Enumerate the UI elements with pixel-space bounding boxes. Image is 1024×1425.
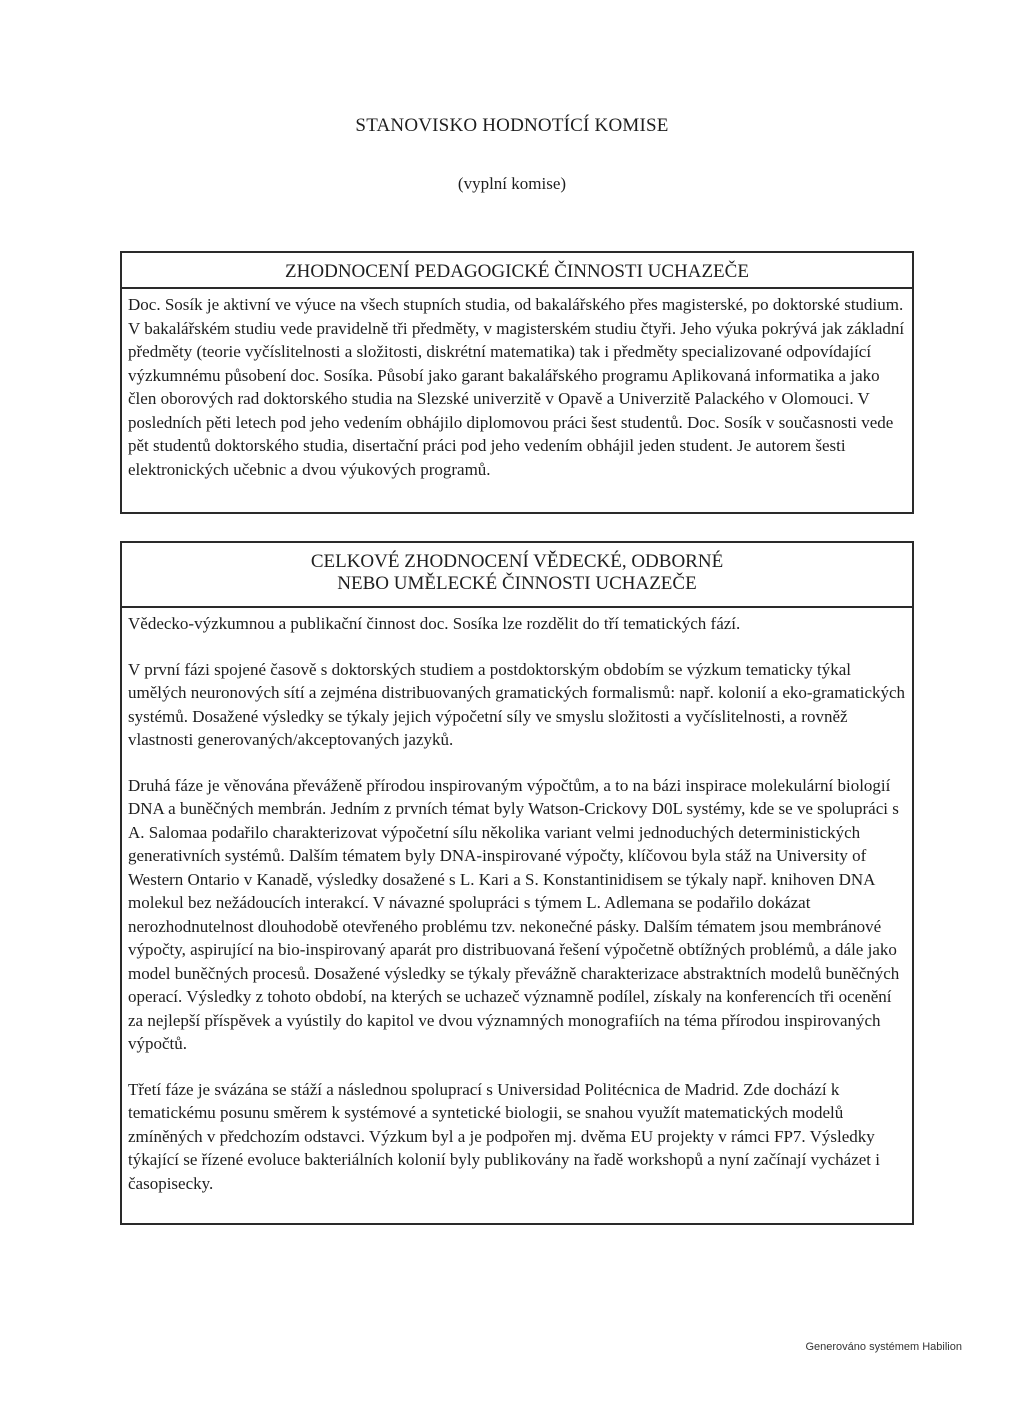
document-subtitle: (vyplní komise) [457, 174, 567, 193]
generated-by-footer: Generováno systémem Habilion [805, 1341, 962, 1353]
scientific-paragraph-phase-3: Třetí fáze je svázána se stáží a následnou spoluprací s Universidad Politécnica de Madrid. Zde dochází k tematickému posunu směrem k systémové a syntetické biologii, se snahou využít matematických modelů zmíněných v předchozím odstavci. Výzkum byl a je podpořen mj. dvěma EU projekty v rámci FP7. Výsledky týkající se řízené evoluce bakteriálních kolonií byly publikovány na řadě workshopů a nyní začínají vycházet i časopisecky. [128, 1079, 880, 1193]
scientific-paragraph-phase-2: Druhá fáze je věnována převáženě přírodou inspirovaným výpočtům, a to na bázi inspirace molekulární biologií DNA a buněčných membrán. Jedním z prvních témat byly Watson-Crickovy D0L systémy, kde se ve spolupráci s A. Salomaa podařilo charakterizovat výpočetní sílu několika variant velmi jednoduchých deterministických generativních systémů. Dalším tématem byly DNA-inspirované výpočty, klíčovou byla stáž na University of Western Ontario v Kanadě, výsledky dosažené s L. Kari a S. Konstantinidisem se týkaly např. knihoven DNA molekul bez nežádoucích interakcí. V návazné spolupráci s týmem L. Adlemana se podařilo dokázat nerozhodnutelnost dlouhodobě otevřeného problému tzv. nekonečné pásky. Dalším tématem jsou membránové výpočty, aspirující na bio-inspirovaný aparát pro distribuovaná řešení výpočetně obtížných problémů, a dále jako model buněčných procesů. Dosažené výsledky se týkaly převážně charakterizace abstraktních modelů buněčných operací. Výsledky z tohoto období, na kterých se uchazeč významně podílel, získaly na konferencích tři ocenění za nejlepší příspěvek a vyústily do kapitol ve dvou významných monografiích na téma přírodou inspirovaných výpočtů. [128, 775, 900, 1053]
pedagogical-section-heading [122, 253, 912, 289]
scientific-heading-line-1: CELKOVÉ ZHODNOCENÍ VĚDECKÉ, ODBORNÉ [310, 551, 724, 572]
scientific-paragraph-phase-1: V první fázi spojené časově s doktorských studiem a postdoktorským obdobím se výzkum tematicky týkal umělých neuronových sítí a zejména distribuovaných gramatických formalismů: např. kolonií a eko-gramatických systémů. Dosažené výsledky se týkaly jejich výpočetní síly ve smyslu složitosti a vyčíslitelnosti, a rovněž vlastnosti generovaných/akceptovaných jazyků. [128, 659, 906, 749]
pedagogical-heading-text: ZHODNOCENÍ PEDAGOGICKÉ ČINNOSTI UCHAZEČE [285, 261, 749, 282]
scientific-heading-line-2: NEBO UMĚLECKÉ ČINNOSTI UCHAZEČE [337, 573, 697, 594]
scientific-section-body [122, 608, 912, 1195]
document-title: STANOVISKO HODNOTÍCÍ KOMISE [355, 115, 669, 136]
pedagogical-evaluation-section [120, 251, 914, 514]
scientific-evaluation-section [120, 541, 914, 1225]
scientific-section-heading [122, 543, 912, 608]
scientific-paragraph-intro: Vědecko-výzkumnou a publikační činnost doc. Sosíka lze rozdělit do tří tematických fází. [128, 614, 741, 633]
pedagogical-paragraph: Doc. Sosík je aktivní ve výuce na všech stupních studia, od bakalářského přes magisterské, po doktorské studium. V bakalářském studiu vede pravidelně tři předměty, v magisterském studiu čtyři. Jeho výuka pokrývá jak základní předměty (teorie vyčíslitelnosti a složitosti, diskrétní matematika) tak i předměty specializované odpovídající výzkumnému působení doc. Sosíka. Působí jako garant bakalářského programu Aplikovaná informatika a jako člen oborových rad doktorského studia na Slezské univerzitě v Opavě a Univerzitě Palackého v Olomouci. V posledních pěti letech pod jeho vedením obhájilo diplomovou práci šest studentů. Doc. Sosík v současnosti vede pět studentů doktorského studia, disertační práci pod jeho vedením obhájil jeden student. Je autorem šesti elektronických učebnic a dvou výukových programů. [128, 295, 905, 479]
pedagogical-section-body [122, 289, 912, 481]
